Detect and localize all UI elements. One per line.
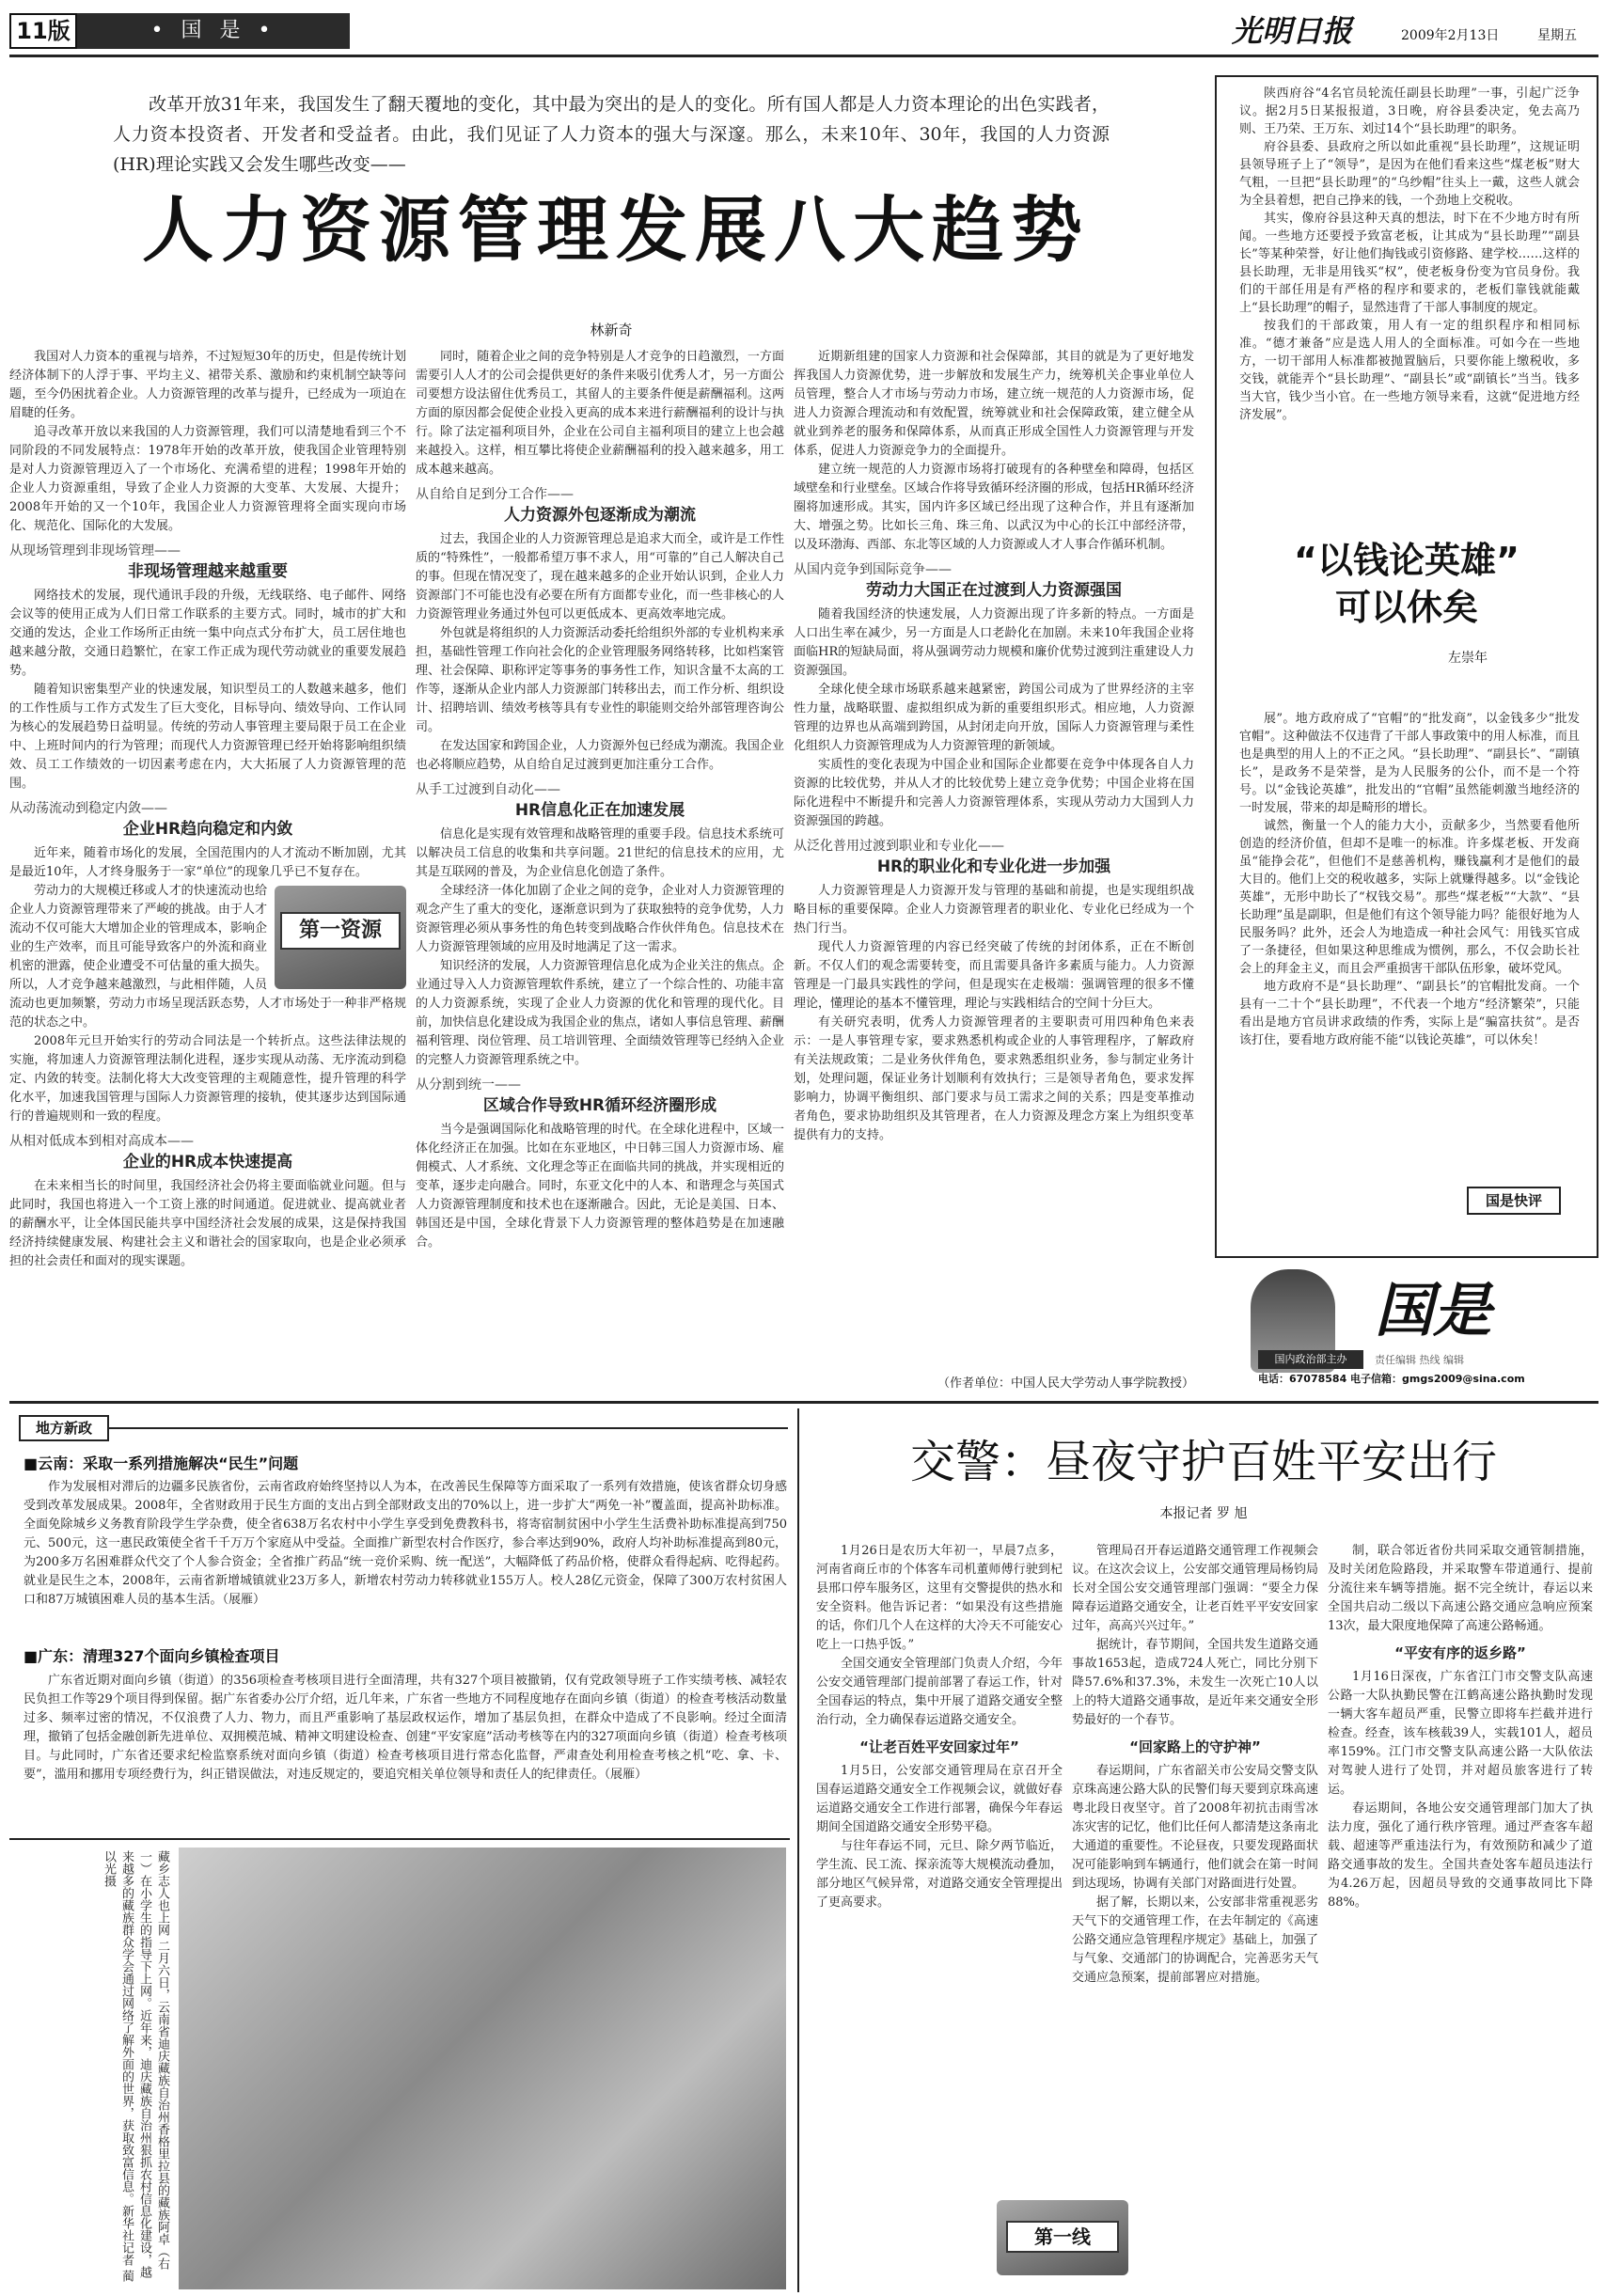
news-guangdong-body: 广东省近期对面向乡镇（街道）的356项检查考核项目进行全面清理，共有327个项目被撤销，仅有党政领导班子工作实绩考核、减轻农民负担工作等29个项目得到保留。据广东省委办公厅介绍，近几年来，广东省一些地方不同程度地存在面向乡镇（街道）的检查考核活动数量过多、频率过密的情况，不仅浪费了人力、物力，而且严重影响了基层政权运作，增加了基层负担，在群众中造成了不良影响。经过全面清理，撤销了包括金融创新先进单位、双拥模范城、精神文明建设检查、创建“平安家庭”活动考核等在内的327项面向乡镇（街道）检查考核项目。与此同时，广东省还要求纪检监察系统对面向乡镇（街道）检查考核项目进行常态化监督，严肃查处利用检查考核之机“吃、拿、卡、要”，滥用和挪用专项经费行为，纠正错误做法，对违反规定的，要追究相关单位领导和责任人的纪律责任。（展雁） [24, 1674, 787, 1782]
paragraph: 春运期间，广东省韶关市公安局交警支队京珠高速公路大队的民警们每天要到京珠高速粤北段日夜坚守。首了2008年初抗击雨雪冰冻灾害的记忆，他们比任何人都清楚这条南北大通道的重要性。不论昼夜，只要发现路面状况可能影响到车辆通行，他们就会在第一时间到达现场，协调有关部门对路面进行处置。 [1072, 1764, 1318, 1891]
section-kicker: 从自给自足到分工合作—— [416, 487, 574, 502]
paragraph: 我国对人力资本的重视与培养，不过短短30年的历史，但是传统计划经济体制下的人浮于事、平均主义、裙带关系、激励和约束机制空缺等问题，至今仍困扰着企业。人力资源管理的改革与提升，已经成为一项迫在眉睫的任务。 [9, 350, 406, 420]
column-tag-text: 第一线 [1006, 2221, 1119, 2253]
paragraph: 在发达国家和跨国企业，人力资源外包已经成为潮流。我国企业也必将顺应趋势，从自给自足过渡到更加注重分工合作。 [416, 739, 784, 772]
banner-host: 国内政治部主办 [1258, 1350, 1363, 1369]
section-heading: 区域合作导致HR循环经济圈形成 [482, 1096, 717, 1115]
section-kicker: 从动荡流动到稳定内敛—— [9, 801, 167, 816]
paragraph: 同时，随着企业之间的竞争特别是人才竞争的日趋激烈，一方面需要引人人才的公司会提供更好的条件来吸引优秀人才，另一方面公司要想方设法留住优秀员工，其留人的主要条件便是薪酬福利。这两方面的原因都会促使企业投入更高的成本来进行薪酬福利的设计与执行。除了法定福利项目外，企业在公司自主福利项目的建立上也会越来越投入。这样，相互攀比将使企业薪酬福利的投入越来越多，用工成本越来越高。 [416, 350, 784, 477]
issue-date: 2009年2月13日 [1401, 28, 1500, 43]
column-banner [1215, 1269, 1598, 1392]
opinion-col-bottom [1239, 710, 1580, 1180]
paragraph: 信息化是实现有效管理和战略管理的重要手段。信息技术系统可以解决员工信息的收集和共享问题。21世纪的信息技术的应用，尤其是互联网的普及，为企业信息化创造了条件。 [416, 827, 784, 879]
opinion-headline-2: 可以休矣 [1334, 587, 1478, 628]
section-band: • 国 是 • [77, 13, 350, 49]
paragraph: 劳动力的大规模迁移或人才的快速流动也给企业人力资源管理带来了严峻的挑战。由于人才流动不仅可能大大增加企业的管理成本，影响企业的生产效率，而且可能导致客户的外流和商业机密的泄露，使企业遭受不可估量的重大损失。所以，人才竞争越来越激烈，与此相伴随，人员流动也更加频繁，劳动力市场呈现活跃态势，人才市场处于一种非严格规范的状态之中。 [9, 884, 406, 1030]
opinion-label: 国是快评 [1467, 1187, 1561, 1215]
section-kicker: 从分割到统一—— [416, 1077, 521, 1093]
paragraph: 过去，我国企业的人力资源管理总是追求大而全，或许是工作性质的“特殊性”，一般都希望万事不求人，用“可靠的”自己人解决自己的事。但现在情况变了，现在越来越多的企业开始认识到，企业人力资源部门不可能也没有必要在所有方面都专业化，而一些非核心的人力资源管理业务通过外包可以更低成本、更高效率地完成。 [416, 532, 784, 621]
news-yunnan-title: ■云南：采取一系列措施解决“民生”问题 [24, 1455, 299, 1472]
section-heading: 劳动力大国正在过渡到人力资源强国 [866, 581, 1122, 600]
police-col-3 [1328, 1542, 1593, 2285]
paragraph: 实质性的变化表现为中国企业和国际企业都要在竞争中体现各自人力资源的比较优势，并从人才的比较优势上建立竞争优势；中国企业将在国际化进程中不断提升和完善人力资源管理体系，实现从劳动力大国到人力资源强国的跨越。 [794, 758, 1194, 828]
column-logo-text: 第一资源 [280, 912, 401, 950]
section-heading: 人力资源外包逐渐成为潮流 [504, 506, 696, 525]
paragraph: 近年来，随着市场化的发展，全国范围内的人才流动不断加剧，尤其是最近10年，人才终身服务于一家“单位”的现象几乎已不复存在。 [9, 846, 406, 879]
local-rule [109, 1427, 788, 1429]
news-photo [179, 1848, 786, 2289]
opinion-byline: 左崇年 [1448, 651, 1488, 666]
paragraph: 随着我国经济的快速发展，人力资源出现了许多新的特点。一方面是人口出生率在减少，另一方面是人口老龄化在加剧。未来10年我国企业将面临HR的短缺局面，将从强调劳动力规模和廉价优势过渡到注重建设人力资源强国。 [794, 607, 1194, 678]
paragraph: 府谷县委、县政府之所以如此重视“县长助理”，这规证明县领导班子上了“领导”，是因为在他们看来这些“煤老板”财大气粗，一旦把“县长助理”的“乌纱帽”往头上一戴，这些人就会为全县着想，把自己挣来的钱，一个劲地上交税收。 [1239, 140, 1580, 208]
section-kicker: 从国内竞争到国际竞争—— [794, 562, 952, 577]
paragraph: 建立统一规范的人力资源市场将打破现有的各种壁垒和障碍，包括区域壁垒和行业壁垒。区域合作将导致循环经济圈的形成，包括HR循环经济圈将加速形成。其实，国内许多区域已经出现了这种合作，并且有逐渐加大、增强之势。比如长三角、珠三角、以武汉为中心的长江中部经济带，以及环渤海、西部、东北等区域的人力资源或人才人事合作循环机制。 [794, 463, 1194, 552]
paragraph: 春运期间，各地公安交通管理部门加大了执法力度，强化了通行秩序管理。通过严查客车超载、超速等严重违法行为，有效预防和减少了道路交通事故的发生。全国共查处客车超员违法行为4.26万起，因超员导致的交通事故同比下降88%。 [1328, 1801, 1593, 1910]
photo-caption: 藏乡志人也上网 二月六日，云南省迪庆藏族自治州香格里拉县的藏族阿卓（右一）在小学生的指导下上网。近年来，迪庆藏族自治州狠抓农村信息化建设，越来越多的藏族群众学会通过网络了解外面的世界，获取致富信息。新华社记者 蔺以光摄 [102, 1850, 169, 2283]
paragraph: 近期新组建的国家人力资源和社会保障部，其目的就是为了更好地发挥我国人力资源优势，进一步解放和发展生产力，统筹机关企事业单位人员管理，整合人才市场与劳动力市场，建立统一规范的人力资源市场，促进人力资源合理流动和有效配置，统筹就业和社会保障政策，建立健全从就业到养老的服务和保障体系，从而真正形成全国性人力资源管理与开发体系，促进人力资源竞争力的全面提升。 [794, 350, 1194, 458]
paragraph: 知识经济的发展，人力资源管理信息化成为企业关注的焦点。企业通过导入人力资源管理软件系统，建立了一个综合性的、功能丰富的人力资源系统，实现了企业人力资源的优化和管理的现代化。目前，加快信息化建设成为我国企业的焦点，诸如人事信息管理、薪酬福利管理、岗位管理、员工培训管理、全面绩效管理等已经纳入企业的完整人力资源管理系统之中。 [416, 959, 784, 1067]
subheading: “回家路上的守护神” [1129, 1738, 1261, 1755]
page-number: 11版 [9, 13, 77, 49]
police-headline: 交警：昼夜守护百姓平安出行 [909, 1436, 1497, 1488]
author-affiliation: （作者单位：中国人民大学劳动人事学院教授） [937, 1376, 1194, 1391]
lead-headline: 人力资源管理发展八大趋势 [142, 188, 1090, 272]
header-rule [9, 55, 1598, 57]
section-heading: 非现场管理越来越重要 [128, 562, 288, 581]
section-heading: HR的职业化和专业化进一步加强 [876, 857, 1111, 876]
section-heading: 企业HR趋向稳定和内敛 [122, 820, 293, 839]
lead-intro: 改革开放31年来，我国发生了翻天覆地的变化，其中最为突出的是人的变化。所有国人都是人力资本理论的出色实践者，人力资本投资者、开发者和受益者。由此，我们见证了人力资本的强大与深邃。那么，未来10年、30年，我国的人力资源(HR)理论实践又会发生哪些改变—— [113, 94, 1110, 175]
paragraph: 与往年春运不同，元旦、除夕两节临近，学生流、民工流、探亲流等大规模流动叠加，部分地区气候异常，对道路交通安全管理提出了更高要求。 [816, 1839, 1063, 1910]
paragraph: 其实，像府谷县这种天真的想法，时下在不少地方时有所闻。一些地方还要授予致富老板，让其成为“县长助理”“副县长”等某种荣誉，好让他们掏钱或引资修路、建学校……这样的县长助理，无非是用钱买“权”，使老板身份变为官员身份。我们的干部任用是有严格的程序和要求的，老板们靠钱就能戴上“县长助理”的帽子，显然违背了干部人事制度的规定。 [1239, 212, 1580, 315]
paragraph: 网络技术的发展，现代通讯手段的升级，无线联络、电子邮件、网络会议等的使用正成为人们日常工作联系的主要方式。同时，城市的扩大和交通的发达，企业工作场所正由统一集中向点式分布扩大，员工居住地也越来越分散，交通日趋繁忙，在家工作正成为现代劳动就业的重要发展趋势。 [9, 589, 406, 678]
paragraph: 人力资源管理是人力资源开发与管理的基础和前提，也是实现组织战略目标的重要保障。企业人力资源管理者的职业化、专业化已经成为一个热门行当。 [794, 884, 1194, 936]
paragraph: 制，联合邻近省份共同采取交通管制措施，及时关闭危险路段，并采取警车带道通行、提前分流往来车辆等措施。据不完全统计，春运以来全国共启动二级以下高速公路交通应急响应预案13次，最大限度地保障了高速公路畅通。 [1328, 1544, 1593, 1633]
lead-col-3 [794, 348, 1194, 1373]
subheading: “平安有序的返乡路” [1394, 1644, 1526, 1661]
paragraph: 在未来相当长的时间里，我国经济社会仍将主要面临就业问题。但与此同时，我国也将进入一个工资上涨的时间通道。促进就业、提高就业者的薪酬水平，让全体国民能共享中国经济社会发展的成果，这是保持我国经济持续健康发展、构建社会主义和谐社会的国家取向，也是企业必须承担的社会责任和面对的现实课题。 [9, 1179, 406, 1268]
paragraph: 1月26日是农历大年初一，早晨7点多，河南省商丘市的个体客车司机董师傅行驶到杞县邢口停车服务区，这里有交警提供的热水和安全资料。他告诉记者：“如果没有这些措施的话，你们几个人在这样的大冷天不可能安心吃上一口热乎饭。” [816, 1544, 1063, 1652]
paragraph: 据了解，长期以来，公安部非常重视恶劣天气下的交通管理工作，在去年制定的《高速公路交通应急管理程序规定》基础上，加强了与气象、交通部门的协调配合，完善恶劣天气交通应急预案，提前部署应对措施。 [1072, 1895, 1318, 1985]
paragraph: 随着知识密集型产业的快速发展，知识型员工的人数越来越多，他们的工作性质与工作方式发生了巨大变化，目标导向、绩效导向、工作认同为核心的发展趋势日益明显。传统的劳动人事管理主要局限于员工在企业中、上班时间内的行为管理；而现代人力资源管理已经开始将影响组织绩效、员工工作绩效的一切因素考虑在内，大大拓展了人力资源管理的范围。 [9, 683, 406, 791]
paragraph: 追寻改革开放以来我国的人力资源管理，我们可以清楚地看到三个不同阶段的不同发展特点：1978年开始的改革开放，使我国企业管理特别是对人力资源管理迈入了一个市场化、充满希望的进程；1998年开始的企业人力资源重组，导致了企业人力资源的大变革、大发展、大提升；2008年开始的又一个10年，我国企业人力资源管理将全面实现向市场化、规范化、国际化的大发展。 [9, 425, 406, 533]
page-header [9, 8, 1598, 56]
column-tag-logo [997, 2200, 1128, 2275]
section-kicker: 从相对低成本到相对高成本—— [9, 1134, 194, 1149]
masthead-logo: 光明日报 [1232, 13, 1353, 49]
paragraph: 全球经济一体化加剧了企业之间的竞争，企业对人力资源管理的观念产生了重大的变化，逐渐意识到为了获取独特的竞争优势，人力资源管理必须从事务性的角色转变到战略合作伙伴角色。信息技术在人力资源管理领域的应用及时地满足了这一需求。 [416, 884, 784, 954]
paragraph: 据统计，春节期间，全国共发生道路交通事故1653起，造成724人死亡，同比分别下降57.6%和37.3%，未发生一次死亡10人以上的特大道路交通事故，是近年来交通安全形势最好的一个春节。 [1072, 1638, 1318, 1727]
banner-note: 责任编辑 热线 编辑 [1375, 1354, 1464, 1366]
paragraph: 现代人力资源管理的内容已经突破了传统的封闭体系，正在不断创新。不仅人们的观念需要转变，而且需要具备许多素质与能力。人力资源管理是一门最具实践性的学问，但是现实在走极端：强调管理的很多不懂理论，懂理论的基本不懂管理，理论与实践相结合的空间十分巨大。 [794, 940, 1194, 1011]
section-divider [9, 1401, 1598, 1404]
paragraph: 诚然，衡量一个人的能力大小，贡献多少，当然要看他所创造的经济价值，但却不是唯一的标准。许多煤老板、开发商虽“能挣会花”，但他们不是慈善机构，赚钱赢利才是他们的最大目的。他们上交的税收越多，实际上就赚得越多。以“金钱论英雄”，无形中助长了“权钱交易”。那些“煤老板”“大款”、“县长助理”虽是副职，但是他们有这个领导能力吗？能很好地为人民服务吗？此外，还会人为地造成一种社会风气：用钱买官成了一条捷径，但如果这种思维成为惯例，那么，不仅会助长社会上的拜金主义，而且会严重损害干部队伍形象，破坏党风。 [1239, 819, 1580, 976]
paragraph: 管理局召开春运道路交通管理工作视频会议。在这次会议上，公安部交通管理局杨钧局长对全国公安交通管理部门强调：“要全力保障春运道路交通安全，让老百姓平平安安回家过年，高高兴兴过年。” [1072, 1544, 1318, 1633]
paragraph: 全国交通安全管理部门负责人介绍，今年公安交通管理部门提前部署了春运工作，针对全国春运的特点，集中开展了道路交通安全整治行动，全力确保春运道路交通安全。 [816, 1657, 1063, 1727]
opinion-headline-1: “以钱论英雄” [1294, 540, 1519, 581]
police-byline: 本报记者 罗 旭 [1159, 1506, 1248, 1521]
banner-title: 国是 [1375, 1276, 1492, 1345]
lead-byline: 林新奇 [590, 322, 633, 338]
paragraph: 1月16日深夜，广东省江门市交警支队高速公路一大队执勤民警在江鹤高速公路执勤时发现一辆大客车超员严重，民警立即将车拦截并进行检查。经查，该车核载39人，实载101人，超员率159%。江门市交警支队高速公路一大队依法对驾驶人进行了处罚，并对超员旅客进行了转运。 [1328, 1670, 1593, 1797]
vertical-divider [797, 1408, 799, 2292]
paragraph: 当今是强调国际化和战略管理的时代。在全球化进程中，区域一体化经济正在加强。比如在东亚地区，中日韩三国人力资源市场、雇佣模式、人才系统、文化理念等正在面临共同的挑战，并实现相近的变革，逐步走向融合。同时，东亚文化中的人本、和谐理念与英国式人力资源管理制度和技术也在逐渐融合。因此，无论是美国、日本、韩国还是中国，全球化背景下人力资源管理的整体趋势是在加速融合。 [416, 1123, 784, 1250]
issue-weekday: 星期五 [1537, 28, 1577, 43]
lead-col-1 [9, 348, 406, 1392]
banner-contact: 电话：67078584 电子信箱：gmgs2009@sina.com [1258, 1373, 1525, 1385]
paragraph: 1月5日，公安部交通管理局在京召开全国春运道路交通安全工作视频会议，就做好春运道路交通安全工作进行部署，确保今年春运期间全国道路交通安全形势平稳。 [816, 1764, 1063, 1834]
paragraph: 外包就是将组织的人力资源活动委托给组织外部的专业机构来承担，基础性管理工作向社会化的企业管理服务网络转移，比如档案管理、社会保障、职称评定等事务的事务性工作，知识含量不太高的工作等，逐渐从企业内部人力资源部门转移出去，而工作分析、组织设计、招聘培训、绩效考核等具有专业性的职能则交给外部管理咨询公司。 [416, 626, 784, 734]
opinion-col-top [1239, 85, 1580, 527]
police-col-1 [816, 1542, 1063, 2285]
paragraph: 展”。地方政府成了“官帽”的“批发商”，以金钱多少“批发官帽”。这种做法不仅违背了干部人事政策中的用人标准，而且也是典型的用人上的不正之风。“县长助理”、“副县长”、“副镇长”，是政务不是荣誉，是为人民服务的公仆，而不是一个符号。以“金钱论英雄”，批发出的“官帽”虽然能刺激当地经济的一时发展，带来的却是畸形的增长。 [1239, 712, 1580, 815]
section-kicker: 从泛化普用过渡到职业和专业化—— [794, 839, 1004, 854]
subheading: “让老百姓平安回家过年” [859, 1738, 1019, 1755]
paragraph: 按我们的干部政策，用人有一定的组织程序和相同标准。“德才兼备”应是选人用人的全面标准。可如今在一些地方，一切干部用人标准都被抛置脑后，只要你能上缴税收，多交钱，就能弄个“县长助理”、“副县长”或“副镇长”当当。钱多当大官，钱少当小官。在一些地方领导来看，这就“促进地方经济发展”。 [1239, 319, 1580, 422]
paragraph: 有关研究表明，优秀人力资源管理者的主要职责可用四种角色来表示：一是人事管理专家，要求熟悉机构或企业的人事管理程序，了解政府有关法规政策；二是业务伙伴角色，要求熟悉组织业务，参与制定业务计划，处理问题，保证业务计划顺利有效执行；三是领导者角色，要求发挥影响力，协调平衡组织、部门要求与员工需求之间的关系；四是变革推动者角色，要求协助组织及其管理者，在人力资源及理念方案上为组织变革提供有力的支持。 [794, 1015, 1194, 1142]
column-logo [275, 886, 406, 989]
news-guangdong-title: ■广东：清理327个面向乡镇检查项目 [24, 1647, 280, 1665]
local-news-label: 地方新政 [19, 1415, 109, 1441]
paragraph: 地方政府不是“县长助理”、“副县长”的官帽批发商。一个县有一二十个“县长助理”，不代表一个地方“经济繁荣”，只能看出是地方官员讲求政绩的作秀，实际上是“骗富扶贫”。是否该打住，要看地方政府能不能“以钱论英雄”，可以休矣！ [1239, 980, 1580, 1047]
police-col-2 [1072, 1542, 1318, 2285]
section-kicker: 从手工过渡到自动化—— [416, 782, 560, 797]
paragraph: 2008年元旦开始实行的劳动合同法是一个转折点。这些法律法规的实施，将加速人力资源管理法制化进程，逐步实现从动荡、无序流动到稳定、内敛的转变。法制化将大大改变管理的主观随意性，提升管理的科学化水平，加速我国管理与国际人力资源管理的接轨，使其逐步达到国际通行的普遍规则和一致的程度。 [9, 1034, 406, 1124]
paragraph: 陕西府谷“4名官员轮流任副县长助理”一事，引起广泛争议。据2月5日某报报道，3日晚，府谷县委决定，免去高乃则、王乃荣、王万东、刘过14个“县长助理”的职务。 [1239, 86, 1580, 136]
local-photo-rule [9, 1838, 790, 1840]
paragraph: 全球化使全球市场联系越来越紧密，跨国公司成为了世界经济的主宰性力量，战略联盟、虚拟组织成为新的重要组织形式。相应地，人力资源管理的边界也从高端到跨国，从封闭走向开放，国际人力资源管理与柔性化组织人力资源管理成为人力资源管理的新领域。 [794, 683, 1194, 753]
news-yunnan-body: 作为发展相对滞后的边疆多民族省份，云南省政府始终坚持以人为本，在改善民生保障等方面采取了一系列有效措施，使该省群众切身感受到改革发展成果。2008年，全省财政用于民生方面的支出占到全部财政支出的70%以上，进一步扩大“两免一补”覆盖面，提高补助标准。全面免除城乡义务教育阶段学生学杂费，使全省638万名农村中小学生享受到免费教科书，将寄宿制贫困中小学生生活费补助标准提高到750元、500元，这一惠民政策使全省千千万万个家庭从中受益。全面推广新型农村合作医疗，参合率达到90%，政府人均补助标准提高到80元，为200多万名困难群众代交了个人参合资金；全省推广药品“统一竞价采购、统一配送”，大幅降低了药品价格，使群众看得起病、吃得起药。就业是民生之本，2008年，云南省新增城镇就业23万多人，新增农村劳动力转移就业155万人。校人28亿元资金，保障了300万农村贫困人口和87万城镇困难人员的基本生活。（展雁） [24, 1480, 787, 1607]
section-kicker: 从现场管理到非现场管理—— [9, 543, 181, 558]
section-heading: HR信息化正在加速发展 [514, 801, 685, 820]
lead-col-2 [416, 348, 784, 1392]
section-heading: 企业的HR成本快速提高 [122, 1153, 293, 1172]
